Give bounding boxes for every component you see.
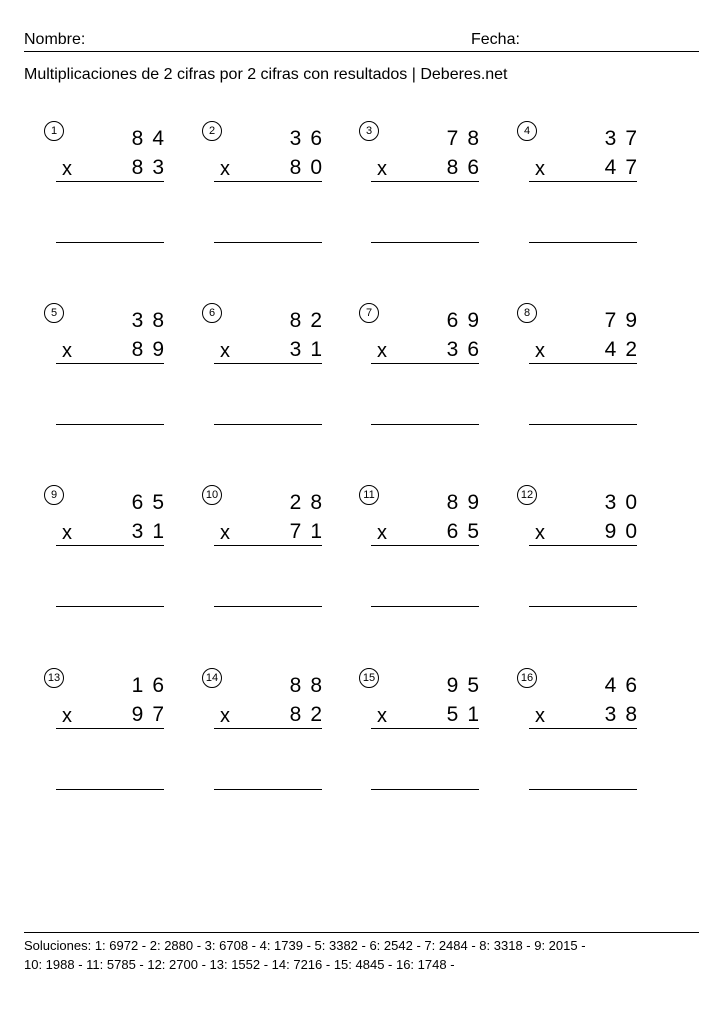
problem-number: 13 xyxy=(44,668,64,688)
problem-number: 15 xyxy=(359,668,379,688)
multiplicand: 89 xyxy=(446,491,488,514)
times-sign: x xyxy=(62,522,72,544)
answer-blank[interactable] xyxy=(371,606,479,607)
problem-number: 4 xyxy=(517,121,537,141)
operand-underline xyxy=(371,363,479,364)
operand-underline xyxy=(56,181,164,182)
multiplier: 31 xyxy=(131,520,173,543)
answer-blank[interactable] xyxy=(214,789,322,790)
times-sign: x xyxy=(535,522,545,544)
times-sign: x xyxy=(535,158,545,180)
multiplication-problem xyxy=(44,485,173,615)
answer-blank[interactable] xyxy=(56,606,164,607)
multiplier: 42 xyxy=(604,338,646,361)
operand-underline xyxy=(214,363,322,364)
problem-number: 16 xyxy=(517,668,537,688)
operand-underline xyxy=(529,728,637,729)
answer-blank[interactable] xyxy=(371,242,479,243)
times-sign: x xyxy=(377,158,387,180)
multiplication-problem xyxy=(44,121,173,251)
date-label: Fecha: xyxy=(471,31,520,48)
answer-blank[interactable] xyxy=(214,424,322,425)
multiplier: 31 xyxy=(289,338,331,361)
multiplier: 82 xyxy=(289,703,331,726)
multiplicand: 69 xyxy=(446,309,488,332)
multiplicand: 36 xyxy=(289,127,331,150)
problem-number: 12 xyxy=(517,485,537,505)
page-title: Multiplicaciones de 2 cifras por 2 cifras con resultados | Deberes.net xyxy=(24,66,508,83)
operand-underline xyxy=(529,363,637,364)
multiplication-problem xyxy=(44,668,173,798)
multiplier: 71 xyxy=(289,520,331,543)
answer-blank[interactable] xyxy=(529,789,637,790)
multiplier: 89 xyxy=(131,338,173,361)
operand-underline xyxy=(56,545,164,546)
multiplication-problem xyxy=(359,303,488,433)
answer-blank[interactable] xyxy=(56,242,164,243)
multiplicand: 16 xyxy=(131,674,173,697)
answer-blank[interactable] xyxy=(529,606,637,607)
answer-blank[interactable] xyxy=(56,789,164,790)
answer-blank[interactable] xyxy=(529,424,637,425)
times-sign: x xyxy=(377,340,387,362)
multiplicand: 95 xyxy=(446,674,488,697)
times-sign: x xyxy=(220,340,230,362)
multiplication-problem xyxy=(517,121,646,251)
multiplication-problem xyxy=(202,303,331,433)
operand-underline xyxy=(56,363,164,364)
problem-number: 11 xyxy=(359,485,379,505)
operand-underline xyxy=(214,728,322,729)
times-sign: x xyxy=(535,705,545,727)
times-sign: x xyxy=(220,705,230,727)
multiplicand: 84 xyxy=(131,127,173,150)
operand-underline xyxy=(529,545,637,546)
footer-divider xyxy=(24,932,699,933)
multiplier: 38 xyxy=(604,703,646,726)
problem-number: 2 xyxy=(202,121,222,141)
multiplication-problem xyxy=(359,121,488,251)
problem-number: 6 xyxy=(202,303,222,323)
problem-number: 5 xyxy=(44,303,64,323)
problem-number: 10 xyxy=(202,485,222,505)
answer-blank[interactable] xyxy=(214,242,322,243)
times-sign: x xyxy=(535,340,545,362)
times-sign: x xyxy=(62,705,72,727)
multiplicand: 88 xyxy=(289,674,331,697)
answer-blank[interactable] xyxy=(529,242,637,243)
multiplier: 97 xyxy=(131,703,173,726)
multiplier: 80 xyxy=(289,156,331,179)
multiplication-problem xyxy=(44,303,173,433)
multiplier: 51 xyxy=(446,703,488,726)
problem-number: 1 xyxy=(44,121,64,141)
operand-underline xyxy=(371,181,479,182)
solutions-line-1: Soluciones: 1: 6972 - 2: 2880 - 3: 6708 - 4: 1739 - 5: 3382 - 6: 2542 - 7: 2484 - 8: 3318 - 9: 2015 - xyxy=(24,938,586,953)
name-label: Nombre: xyxy=(24,31,86,48)
problem-number: 3 xyxy=(359,121,379,141)
multiplicand: 79 xyxy=(604,309,646,332)
multiplication-problem xyxy=(202,485,331,615)
operand-underline xyxy=(371,728,479,729)
multiplication-problem xyxy=(517,303,646,433)
multiplier: 83 xyxy=(131,156,173,179)
multiplication-problem xyxy=(517,485,646,615)
answer-blank[interactable] xyxy=(214,606,322,607)
multiplicand: 30 xyxy=(604,491,646,514)
times-sign: x xyxy=(377,522,387,544)
multiplier: 90 xyxy=(604,520,646,543)
multiplicand: 38 xyxy=(131,309,173,332)
multiplicand: 65 xyxy=(131,491,173,514)
problem-number: 9 xyxy=(44,485,64,505)
multiplicand: 82 xyxy=(289,309,331,332)
times-sign: x xyxy=(62,158,72,180)
operand-underline xyxy=(529,181,637,182)
multiplicand: 78 xyxy=(446,127,488,150)
multiplicand: 37 xyxy=(604,127,646,150)
solutions xyxy=(24,936,699,974)
operand-underline xyxy=(214,545,322,546)
header xyxy=(24,29,699,52)
multiplicand: 46 xyxy=(604,674,646,697)
multiplication-problem xyxy=(359,668,488,798)
answer-blank[interactable] xyxy=(371,424,479,425)
multiplier: 47 xyxy=(604,156,646,179)
multiplication-problem xyxy=(202,121,331,251)
problem-number: 14 xyxy=(202,668,222,688)
times-sign: x xyxy=(220,158,230,180)
multiplier: 36 xyxy=(446,338,488,361)
problem-number: 8 xyxy=(517,303,537,323)
operand-underline xyxy=(371,545,479,546)
operand-underline xyxy=(56,728,164,729)
multiplication-problem xyxy=(517,668,646,798)
multiplier: 86 xyxy=(446,156,488,179)
times-sign: x xyxy=(377,705,387,727)
operand-underline xyxy=(214,181,322,182)
multiplier: 65 xyxy=(446,520,488,543)
multiplication-problem xyxy=(359,485,488,615)
times-sign: x xyxy=(220,522,230,544)
solutions-line-2: 10: 1988 - 11: 5785 - 12: 2700 - 13: 1552 - 14: 7216 - 15: 4845 - 16: 1748 - xyxy=(24,957,455,972)
multiplicand: 28 xyxy=(289,491,331,514)
times-sign: x xyxy=(62,340,72,362)
multiplication-problem xyxy=(202,668,331,798)
problem-number: 7 xyxy=(359,303,379,323)
answer-blank[interactable] xyxy=(56,424,164,425)
answer-blank[interactable] xyxy=(371,789,479,790)
